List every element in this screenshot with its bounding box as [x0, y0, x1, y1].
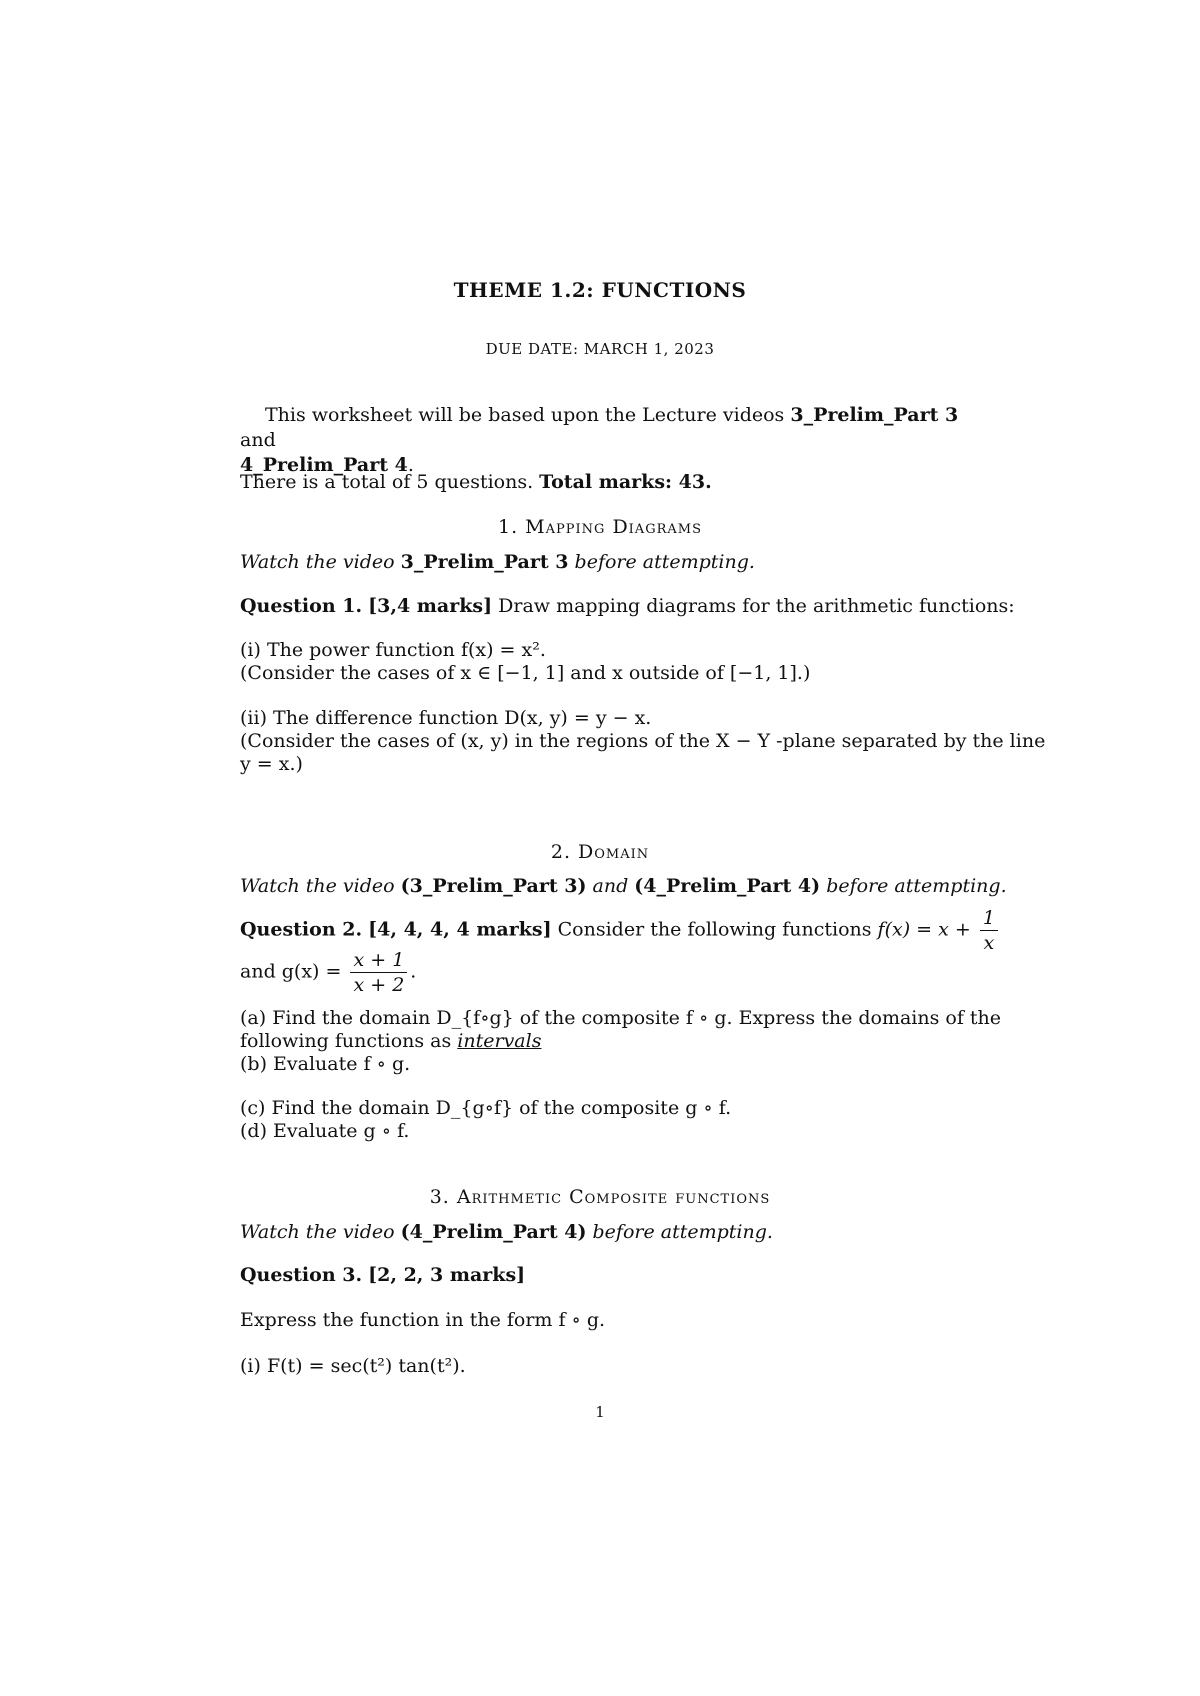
question-3-prompt: Express the function in the form f ∘ g. [240, 1309, 606, 1331]
g-fraction: $\frac{x + 1}{x + 2}$ [350, 948, 407, 997]
due-date: DUE DATE: MARCH 1, 2023 [485, 340, 715, 358]
watch-note-1: Watch the video 3_Prelim_Part 3 before attempting. [240, 551, 755, 573]
question-3-marks: [2, 2, 3 marks] [368, 1264, 526, 1286]
watch-note-2: Watch the video (3_Prelim_Part 3) and (4_Prelim_Part 4) before attempting. [240, 875, 1007, 897]
page-number: 1 [595, 1403, 605, 1421]
page-title: THEME 1.2: FUNCTIONS [453, 278, 747, 302]
question-3-header [240, 1263, 966, 1288]
section-heading-2: 2. Domain [550, 841, 650, 863]
intervals-term: intervals [457, 1030, 542, 1052]
question-2-marks: [4, 4, 4, 4 marks] [368, 918, 552, 941]
video-ref-1: 3_Prelim_Part 3 [790, 404, 959, 426]
question-2-part-d: (d) Evaluate g ∘ f. [240, 1120, 410, 1142]
total-line: There is a total of 5 questions. Total marks: 43. [240, 471, 712, 493]
question-1-item-i-note: (Consider the cases of x ∈ [−1, 1] and x outside of [−1, 1].) [240, 662, 811, 684]
question-2-part-c: (c) Find the domain D_{g∘f} of the composite g ∘ f. [240, 1097, 732, 1119]
question-1-label: Question 1. [240, 595, 363, 617]
intro-paragraph: This worksheet will be based upon the Lecture videos 3_Prelim_Part 3 and 4_Prelim_Part 4. [240, 404, 959, 476]
question-2-label: Question 2. [240, 918, 363, 941]
question-2-part-a: (a) Find the domain D_{f∘g} of the composite f ∘ g. Express the domains of the [240, 1007, 1002, 1029]
question-1-item-ii-note-end: y = x.) [240, 753, 303, 775]
question-2-header: Question 2. [4, 4, 4, 4 marks] Consider the following functions f(x) = x + $\frac{1}{x}$ [240, 906, 966, 955]
question-1-item-ii: (ii) The difference function D(x, y) = y − x. [240, 707, 652, 729]
question-2-part-a-cont: following functions as intervals [240, 1030, 542, 1052]
question-1-header: Question 1. [3,4 marks] Draw mapping diagrams for the arithmetic functions: [240, 595, 1015, 617]
question-1-item-ii-note: (Consider the cases of (x, y) in the regions of the X − Y -plane separated by the line [240, 730, 1046, 752]
section-heading-3: 3. Arithmetic Composite functions [429, 1186, 771, 1208]
question-3-label: Question 3. [240, 1264, 363, 1286]
question-2-g-definition: and g(x) = $\frac{x + 1}{x + 2}$ . [240, 949, 417, 996]
video-ref-2: 4_Prelim_Part 4 [240, 454, 408, 476]
watch-note-3: Watch the video (4_Prelim_Part 4) before attempting. [240, 1221, 773, 1243]
question-1-marks: [3,4 marks] [368, 595, 493, 617]
f-fraction: $\frac{1}{x}$ [980, 906, 998, 955]
section-heading-1: 1. Mapping Diagrams [498, 516, 702, 538]
question-3-item-i: (i) F(t) = sec(t²) tan(t²). [240, 1355, 466, 1377]
question-1-item-i: (i) The power function f(x) = x². [240, 639, 546, 661]
question-2-part-b: (b) Evaluate f ∘ g. [240, 1053, 411, 1075]
total-marks: Total marks: 43. [539, 471, 712, 493]
